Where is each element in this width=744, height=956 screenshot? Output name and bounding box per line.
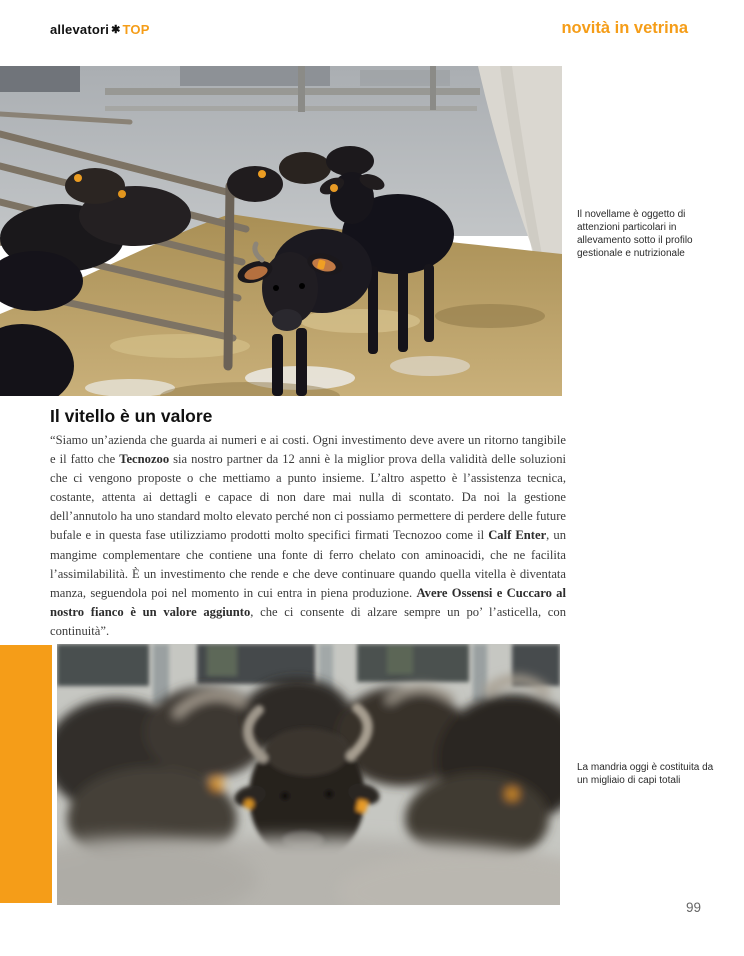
- body-segment-bold-ossensi: Avere Ossensi e Cuccaro al nostro fianco è un valore aggiunto: [50, 585, 566, 619]
- top-photo-buffalo-calves: [0, 66, 562, 396]
- body-segment-bold-calf-enter: Calf Enter: [488, 528, 547, 543]
- masthead-brand: [50, 22, 150, 37]
- body-segment: “Siamo un’azienda che guarda ai numeri e ai costi. Ogni investimento deve avere un ritorno tangibile e il fatto che: [50, 433, 566, 467]
- article-heading: Il vitello è un valore: [50, 406, 213, 426]
- body-segment: sia nostro partner da 12 anni è la miglior prova della validità delle soluzioni che ci vengono proposte o che mettiamo a punto insieme. L’altro aspetto è l’assistenza tecnica, costante, attenta ai dettagli e capace di non dare mai nulla di scontato. Da noi la gestione dell’annutolo ha uno standard molto elevato perché non ci possiamo permettere di perdere delle future bufale e in questa fase utilizziamo prodotti molto specifici firmati Tecnozoo come il: [50, 452, 566, 543]
- section-title: novità in vetrina: [561, 19, 688, 37]
- page-number: 99: [686, 900, 702, 915]
- body-segment: , che ci consente di alzare sempre un po’ l’asticella, con continuità”.: [50, 604, 566, 638]
- bottom-photo-buffalo-herd: [57, 644, 560, 905]
- top-photo-caption: Il novellame è oggetto di attenzioni particolari in allevamento sotto il profilo gestionale e nutrizionale: [577, 209, 693, 259]
- orange-accent-block: [0, 645, 52, 903]
- body-segment-bold-tecnozoo: Tecnozoo: [119, 452, 170, 467]
- brand-suffix: TOP: [122, 22, 150, 37]
- star-icon: ✱: [111, 24, 121, 36]
- article-body: [50, 431, 566, 641]
- body-segment: , un mangime complementare che contiene una fonte di ferro chelato con aminoacidi, che ne facilita l’assimilabilità. È un investimento che rende e che deve continuare quando quella vitella è diventata manza, seguendola poi nel momento in cui entra in piena produzione.: [50, 528, 567, 600]
- bottom-photo-caption: La mandria oggi è costituita da un migliaio di capi totali: [577, 762, 714, 786]
- brand-name: allevatori: [50, 22, 110, 37]
